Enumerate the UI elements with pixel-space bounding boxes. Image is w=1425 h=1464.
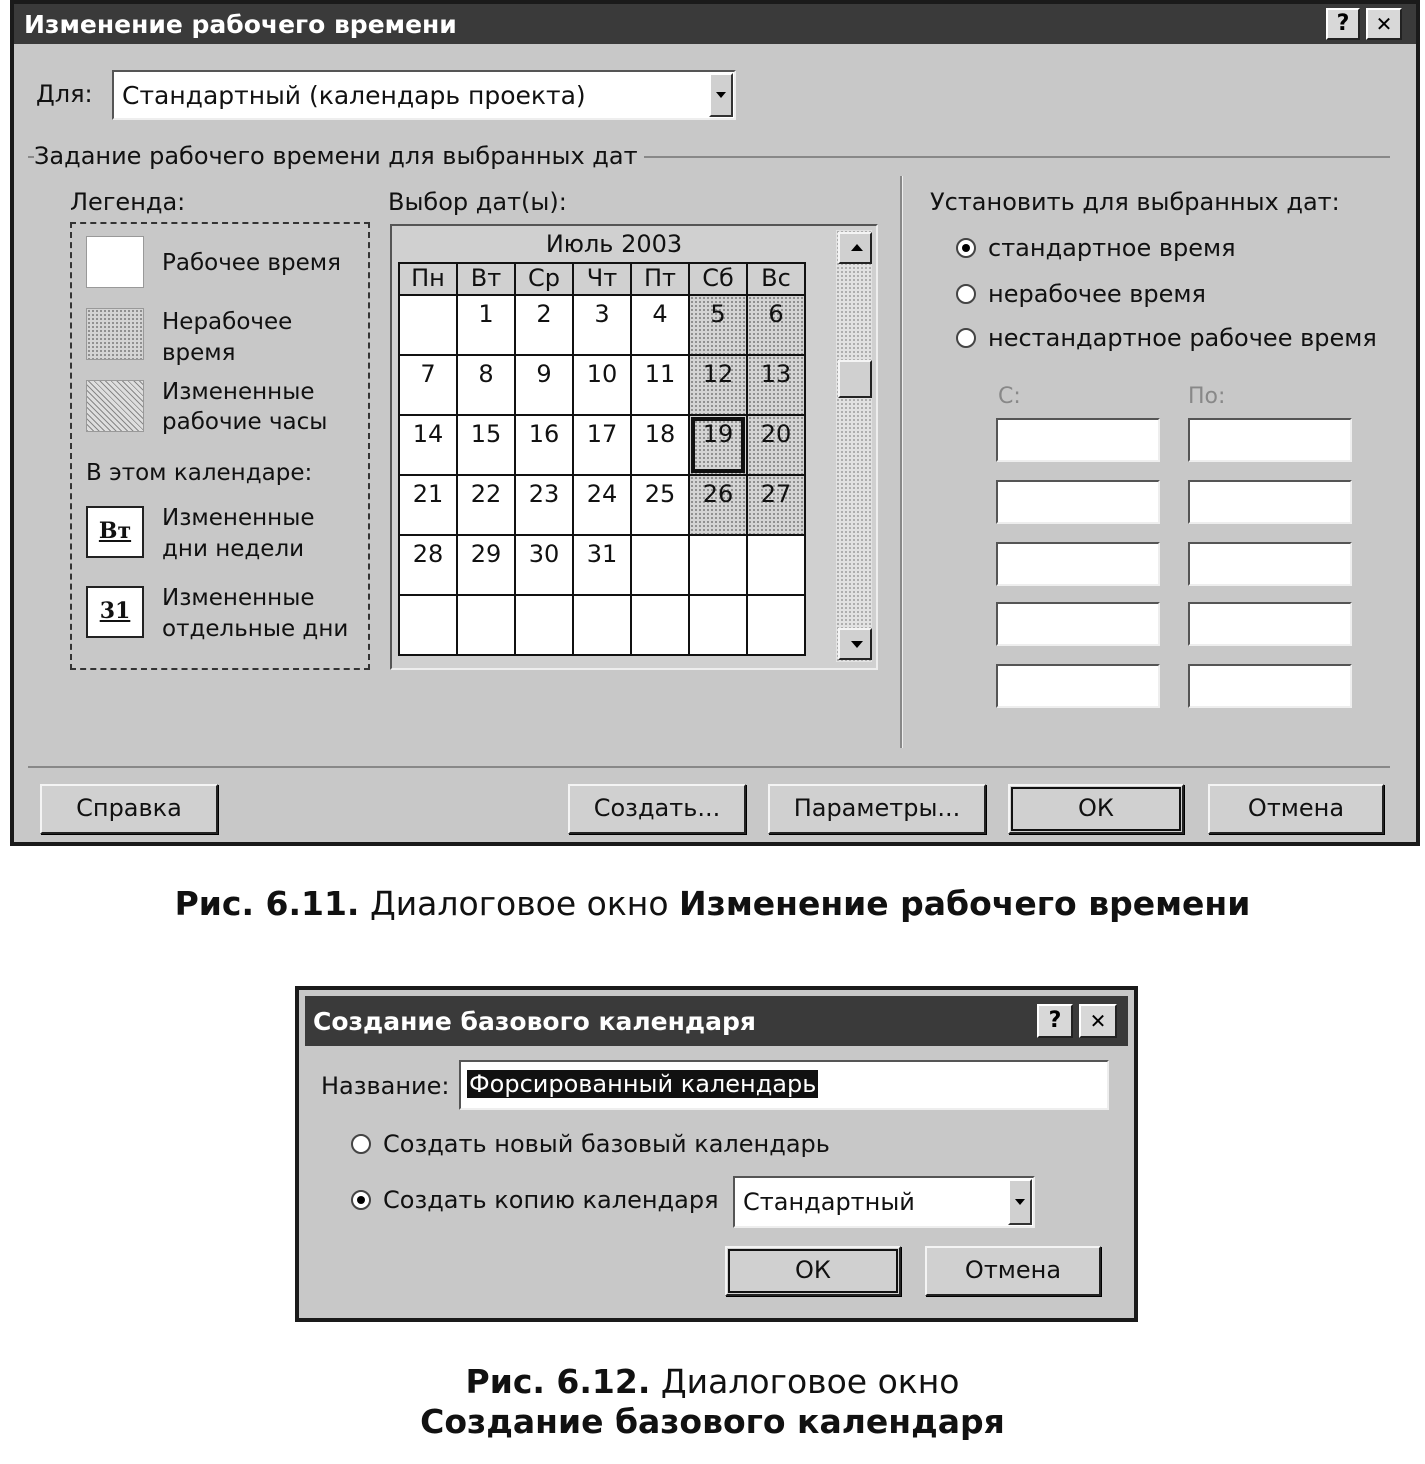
figure-caption-2-title: [0, 1402, 1425, 1441]
calendar-empty-cell: [689, 535, 747, 595]
radio-standard[interactable]: [956, 238, 976, 258]
scroll-thumb[interactable]: [838, 360, 872, 398]
calendar-day-number: 29: [470, 540, 502, 568]
scroll-down-icon[interactable]: [838, 628, 872, 660]
figure-caption-1: [0, 884, 1425, 923]
calendar-empty-cell: [747, 535, 805, 595]
calendar-day[interactable]: [399, 355, 457, 415]
calendar-day-number: 18: [644, 420, 676, 448]
badge-day-text: 31: [99, 598, 131, 624]
legend-day-label-1: Измененные: [162, 585, 315, 611]
calendar-day-number: 27: [760, 480, 792, 508]
calendar-day[interactable]: [747, 475, 805, 535]
calendar-day[interactable]: [457, 415, 515, 475]
badge-weekday-text: Вт: [98, 518, 132, 544]
legend-swatch-working: [86, 236, 144, 288]
calendar-empty-cell: [399, 295, 457, 355]
calendar-day-number: 20: [760, 420, 792, 448]
calendar-day-number: 22: [470, 480, 502, 508]
calendar-day-number: 1: [478, 300, 494, 328]
dialog-title-bar: [14, 4, 1416, 44]
radio-nonworking[interactable]: [956, 284, 976, 304]
caption2-text: Диалоговое окно: [650, 1362, 960, 1401]
dialog-title: Изменение рабочего времени: [24, 10, 457, 39]
calendar-day-number: 6: [768, 300, 784, 328]
calendar-day[interactable]: [457, 535, 515, 595]
group-title: Задание рабочего времени для выбранных дат: [34, 142, 644, 170]
calendar-day-number: 21: [412, 480, 444, 508]
calendar-day-number: 17: [586, 420, 618, 448]
calendar-day[interactable]: [573, 535, 631, 595]
dialog2-title-bar: [305, 996, 1128, 1046]
calendar-day-number: 4: [652, 300, 668, 328]
from-time-2[interactable]: [996, 480, 1160, 524]
name-input-value: Форсированный календарь: [469, 1070, 817, 1098]
calendar-day[interactable]: [399, 475, 457, 535]
legend-changed-label-2: рабочие часы: [162, 409, 328, 435]
calendar-select[interactable]: [112, 70, 736, 120]
create-calendar-dialog: [295, 986, 1138, 1322]
create-button[interactable]: Создать...: [568, 784, 746, 834]
calendar-day-number: 8: [478, 360, 494, 388]
calendar-week: [399, 415, 805, 475]
to-time-3[interactable]: [1188, 542, 1352, 586]
from-label: С:: [998, 384, 1021, 409]
legend-nonworking-label-1: Нерабочее: [162, 309, 293, 335]
calendar-day[interactable]: [399, 415, 457, 475]
caption1-title: Изменение рабочего времени: [679, 884, 1251, 923]
from-time-3[interactable]: [996, 542, 1160, 586]
calendar-day[interactable]: [689, 415, 747, 475]
calendar-day[interactable]: [631, 475, 689, 535]
calendar-day-number: 28: [412, 540, 444, 568]
to-label: По:: [1188, 384, 1226, 409]
calendar-empty-cell: [747, 595, 805, 655]
radio-nonworking-label[interactable]: нерабочее время: [988, 280, 1206, 308]
calendar-grid: [398, 262, 806, 656]
caption2-title: Создание базового календаря: [420, 1402, 1005, 1441]
calendar-week: [399, 475, 805, 535]
scroll-up-icon[interactable]: [838, 232, 872, 264]
weekday-header[interactable]: Пн: [399, 263, 457, 295]
weekday-header[interactable]: Вт: [457, 263, 515, 295]
ok-button[interactable]: ОК: [1008, 784, 1184, 834]
legend-swatch-nonworking: [86, 308, 144, 360]
name-label: Название:: [321, 1072, 450, 1100]
legend-badge-day: [86, 586, 144, 638]
cancel-button[interactable]: Отмена: [1208, 784, 1384, 834]
calendar-empty-cell: [631, 535, 689, 595]
weekday-header[interactable]: Вс: [747, 263, 805, 295]
legend-title: Легенда:: [70, 188, 186, 216]
calendar-day[interactable]: [573, 415, 631, 475]
calendar-empty-cell: [457, 595, 515, 655]
legend-weekday-label-1: Измененные: [162, 505, 315, 531]
name-input[interactable]: [459, 1060, 1109, 1110]
calendar-day-number: 10: [586, 360, 618, 388]
calendar-day-number: 7: [420, 360, 436, 388]
calendar-week: [399, 295, 805, 355]
calendar-day[interactable]: [631, 415, 689, 475]
calendar-day[interactable]: [631, 355, 689, 415]
params-button[interactable]: Параметры...: [768, 784, 986, 834]
radio-standard-label[interactable]: стандартное время: [988, 234, 1236, 262]
help-icon[interactable]: ?: [1326, 8, 1360, 40]
calendar-day[interactable]: [515, 475, 573, 535]
calendar-week: [399, 595, 805, 655]
calendar-day-number: 30: [528, 540, 560, 568]
legend-changed-label-1: Измененные: [162, 379, 315, 405]
legend-badge-weekday: [86, 506, 144, 558]
calendar-scrollbar[interactable]: [836, 230, 872, 662]
legend-weekday-label-2: дни недели: [162, 536, 305, 562]
calendar-day[interactable]: [689, 295, 747, 355]
legend-working-label: Рабочее время: [162, 250, 341, 276]
calendar-empty-cell: [515, 595, 573, 655]
calendar-day[interactable]: [573, 295, 631, 355]
ok-button[interactable]: ОК: [725, 1246, 901, 1296]
calendar-day[interactable]: [573, 475, 631, 535]
copy-source-value: Стандартный: [743, 1188, 915, 1216]
caption1-number: Рис. 6.11.: [174, 884, 360, 923]
radio-copy-calendar-label[interactable]: Создать копию календаря: [383, 1186, 719, 1214]
from-time-1[interactable]: [996, 418, 1160, 462]
calendar-day[interactable]: [399, 535, 457, 595]
to-time-2[interactable]: [1188, 480, 1352, 524]
weekday-header[interactable]: Ср: [515, 263, 573, 295]
calendar-day[interactable]: [457, 355, 515, 415]
date-select-label: Выбор дат(ы):: [388, 188, 567, 216]
caption2-number: Рис. 6.12.: [465, 1362, 651, 1401]
working-time-dialog: [10, 0, 1420, 846]
set-label: Установить для выбранных дат:: [930, 188, 1340, 216]
calendar-day-number: 26: [702, 480, 734, 508]
calendar-empty-cell: [399, 595, 457, 655]
copy-source-select[interactable]: [733, 1176, 1035, 1228]
calendar-day-number: 2: [536, 300, 552, 328]
to-time-1[interactable]: [1188, 418, 1352, 462]
calendar-week: [399, 535, 805, 595]
calendar-day[interactable]: [689, 475, 747, 535]
calendar-empty-cell: [689, 595, 747, 655]
chevron-down-icon[interactable]: [1008, 1179, 1032, 1225]
calendar-day-number: 12: [702, 360, 734, 388]
calendar-day-number: 3: [594, 300, 610, 328]
help-button[interactable]: Справка: [40, 784, 218, 834]
close-icon[interactable]: ✕: [1366, 8, 1402, 40]
calendar-day-number: 16: [528, 420, 560, 448]
radio-custom[interactable]: [956, 328, 976, 348]
calendar-day[interactable]: [747, 295, 805, 355]
calendar-day-number: 11: [644, 360, 676, 388]
weekday-header[interactable]: Сб: [689, 263, 747, 295]
calendar-day-number: 9: [536, 360, 552, 388]
vertical-divider: [900, 176, 903, 748]
calendar-week: [399, 355, 805, 415]
cancel-button[interactable]: Отмена: [925, 1246, 1101, 1296]
radio-new-calendar-label[interactable]: Создать новый базовый календарь: [383, 1130, 830, 1158]
help-icon[interactable]: ?: [1037, 1004, 1073, 1038]
legend-nonworking-label-2: время: [162, 340, 236, 366]
calendar-day[interactable]: [747, 355, 805, 415]
to-time-5[interactable]: [1188, 664, 1352, 708]
calendar-day-number: 24: [586, 480, 618, 508]
calendar-day-number: 15: [470, 420, 502, 448]
calendar-day-number: 13: [760, 360, 792, 388]
calendar-day[interactable]: [747, 415, 805, 475]
chevron-down-icon[interactable]: [709, 73, 733, 117]
calendar-day[interactable]: [515, 355, 573, 415]
caption1-text: Диалоговое окно: [359, 884, 680, 923]
calendar-day[interactable]: [457, 295, 515, 355]
legend-day-label-2: отдельные дни: [162, 616, 349, 642]
calendar-day-number: 31: [586, 540, 618, 568]
calendar-day-number: 19: [702, 420, 734, 448]
legend-swatch-changed: [86, 380, 144, 432]
calendar-day[interactable]: [515, 535, 573, 595]
to-time-4[interactable]: [1188, 602, 1352, 646]
weekday-header[interactable]: Пт: [631, 263, 689, 295]
calendar-day[interactable]: [631, 295, 689, 355]
calendar-day-number: 23: [528, 480, 560, 508]
calendar-day[interactable]: [573, 355, 631, 415]
in-calendar-label: В этом календаре:: [86, 460, 313, 486]
calendar-empty-cell: [631, 595, 689, 655]
figure-caption-2: [0, 1362, 1425, 1401]
calendar-month: Июль 2003: [545, 230, 683, 258]
dialog2-title: Создание базового календаря: [313, 1007, 756, 1036]
from-time-4[interactable]: [996, 602, 1160, 646]
calendar-empty-cell: [573, 595, 631, 655]
calendar-select-value: Стандартный (календарь проекта): [122, 81, 586, 110]
calendar-day-number: 25: [644, 480, 676, 508]
weekday-header[interactable]: Чт: [573, 263, 631, 295]
for-label: Для:: [36, 80, 93, 108]
calendar-day-number: 14: [412, 420, 444, 448]
calendar-day[interactable]: [515, 295, 573, 355]
calendar-day[interactable]: [689, 355, 747, 415]
radio-copy-calendar[interactable]: [351, 1190, 371, 1210]
radio-new-calendar[interactable]: [351, 1134, 371, 1154]
from-time-5[interactable]: [996, 664, 1160, 708]
calendar-day[interactable]: [457, 475, 515, 535]
calendar-day[interactable]: [515, 415, 573, 475]
radio-custom-label[interactable]: нестандартное рабочее время: [988, 324, 1377, 352]
calendar-day-number: 5: [710, 300, 726, 328]
close-icon[interactable]: ✕: [1079, 1004, 1117, 1038]
